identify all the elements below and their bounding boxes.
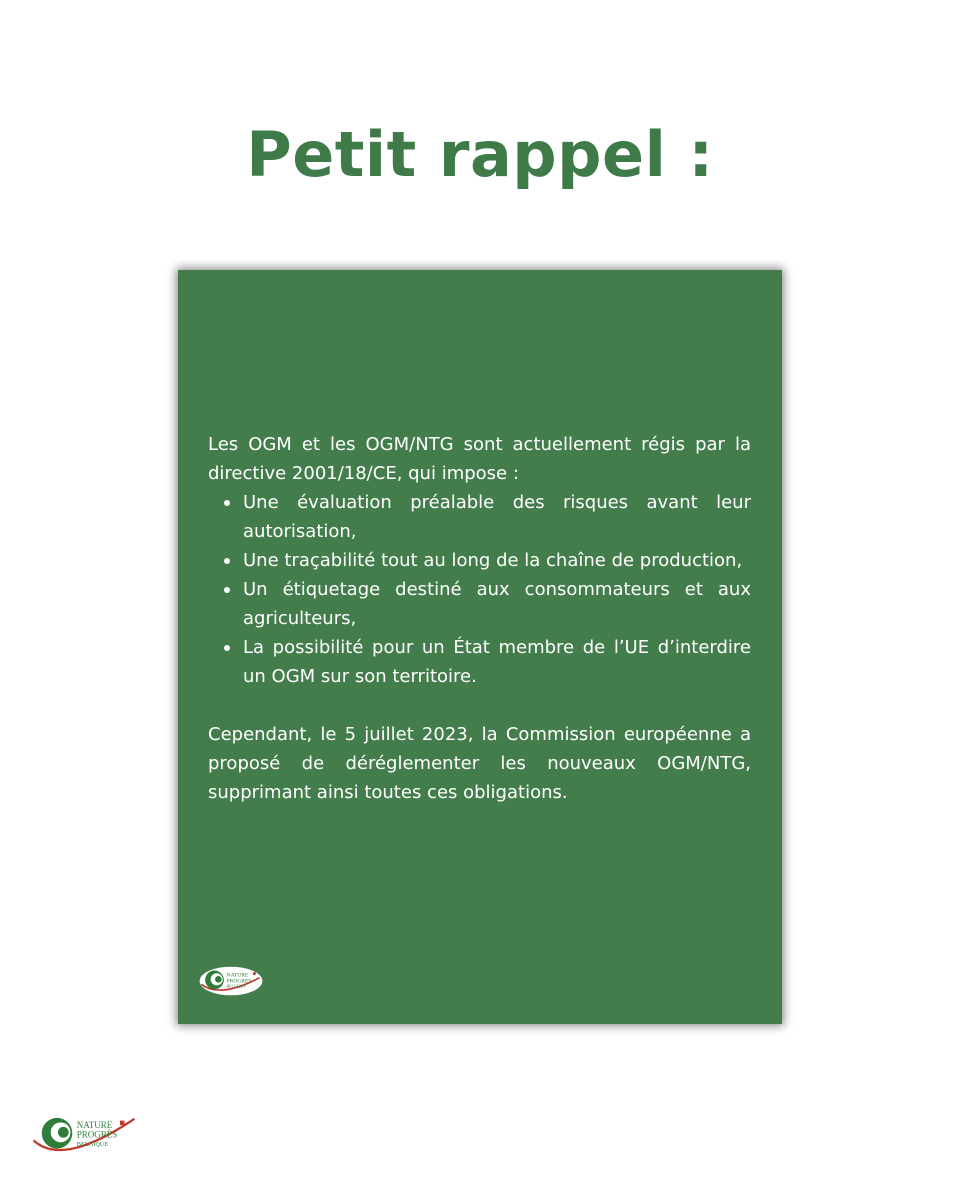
nature-progres-logo-icon [198, 964, 264, 998]
bullet-icon [224, 500, 230, 506]
page-title: Petit rappel : [246, 118, 714, 191]
list-item-text: Un étiquetage destiné aux consommateurs et aux agriculteurs, [243, 579, 751, 629]
svg-text:BELGIQUE: BELGIQUE [226, 984, 246, 989]
bullet-icon [224, 587, 230, 593]
svg-text:PROGRÈS: PROGRÈS [226, 978, 252, 985]
svg-text:BELGIQUE: BELGIQUE [76, 1140, 109, 1148]
conclusion-paragraph: Cependant, le 5 juillet 2023, la Commission européenne a proposé de déréglementer les nouveaux OGM/NTG, supprimant ainsi toutes ces obligations. [208, 724, 751, 803]
list-item [243, 633, 751, 691]
bullet-icon [224, 645, 230, 651]
list-item [243, 575, 751, 633]
svg-text:NATURE: NATURE [226, 972, 249, 979]
svg-text:NATURE: NATURE [76, 1119, 113, 1130]
svg-text:PROGRÈS: PROGRÈS [76, 1129, 118, 1140]
list-item [243, 546, 751, 575]
list-item-text: Une évaluation préalable des risques avant leur autorisation, [243, 492, 751, 542]
card-text [208, 430, 751, 807]
nature-progres-logo-icon [30, 1108, 138, 1162]
list-item-text: Une traçabilité tout au long de la chaîne de production, [243, 550, 743, 571]
list-item-text: La possibilité pour un État membre de l’UE d’interdire un OGM sur son territoire. [243, 637, 751, 687]
obligations-list [208, 488, 751, 691]
list-item [243, 488, 751, 546]
bullet-icon [224, 558, 230, 564]
info-card [178, 270, 782, 1024]
intro-paragraph: Les OGM et les OGM/NTG sont actuellement régis par la directive 2001/18/CE, qui impose : [208, 434, 751, 484]
